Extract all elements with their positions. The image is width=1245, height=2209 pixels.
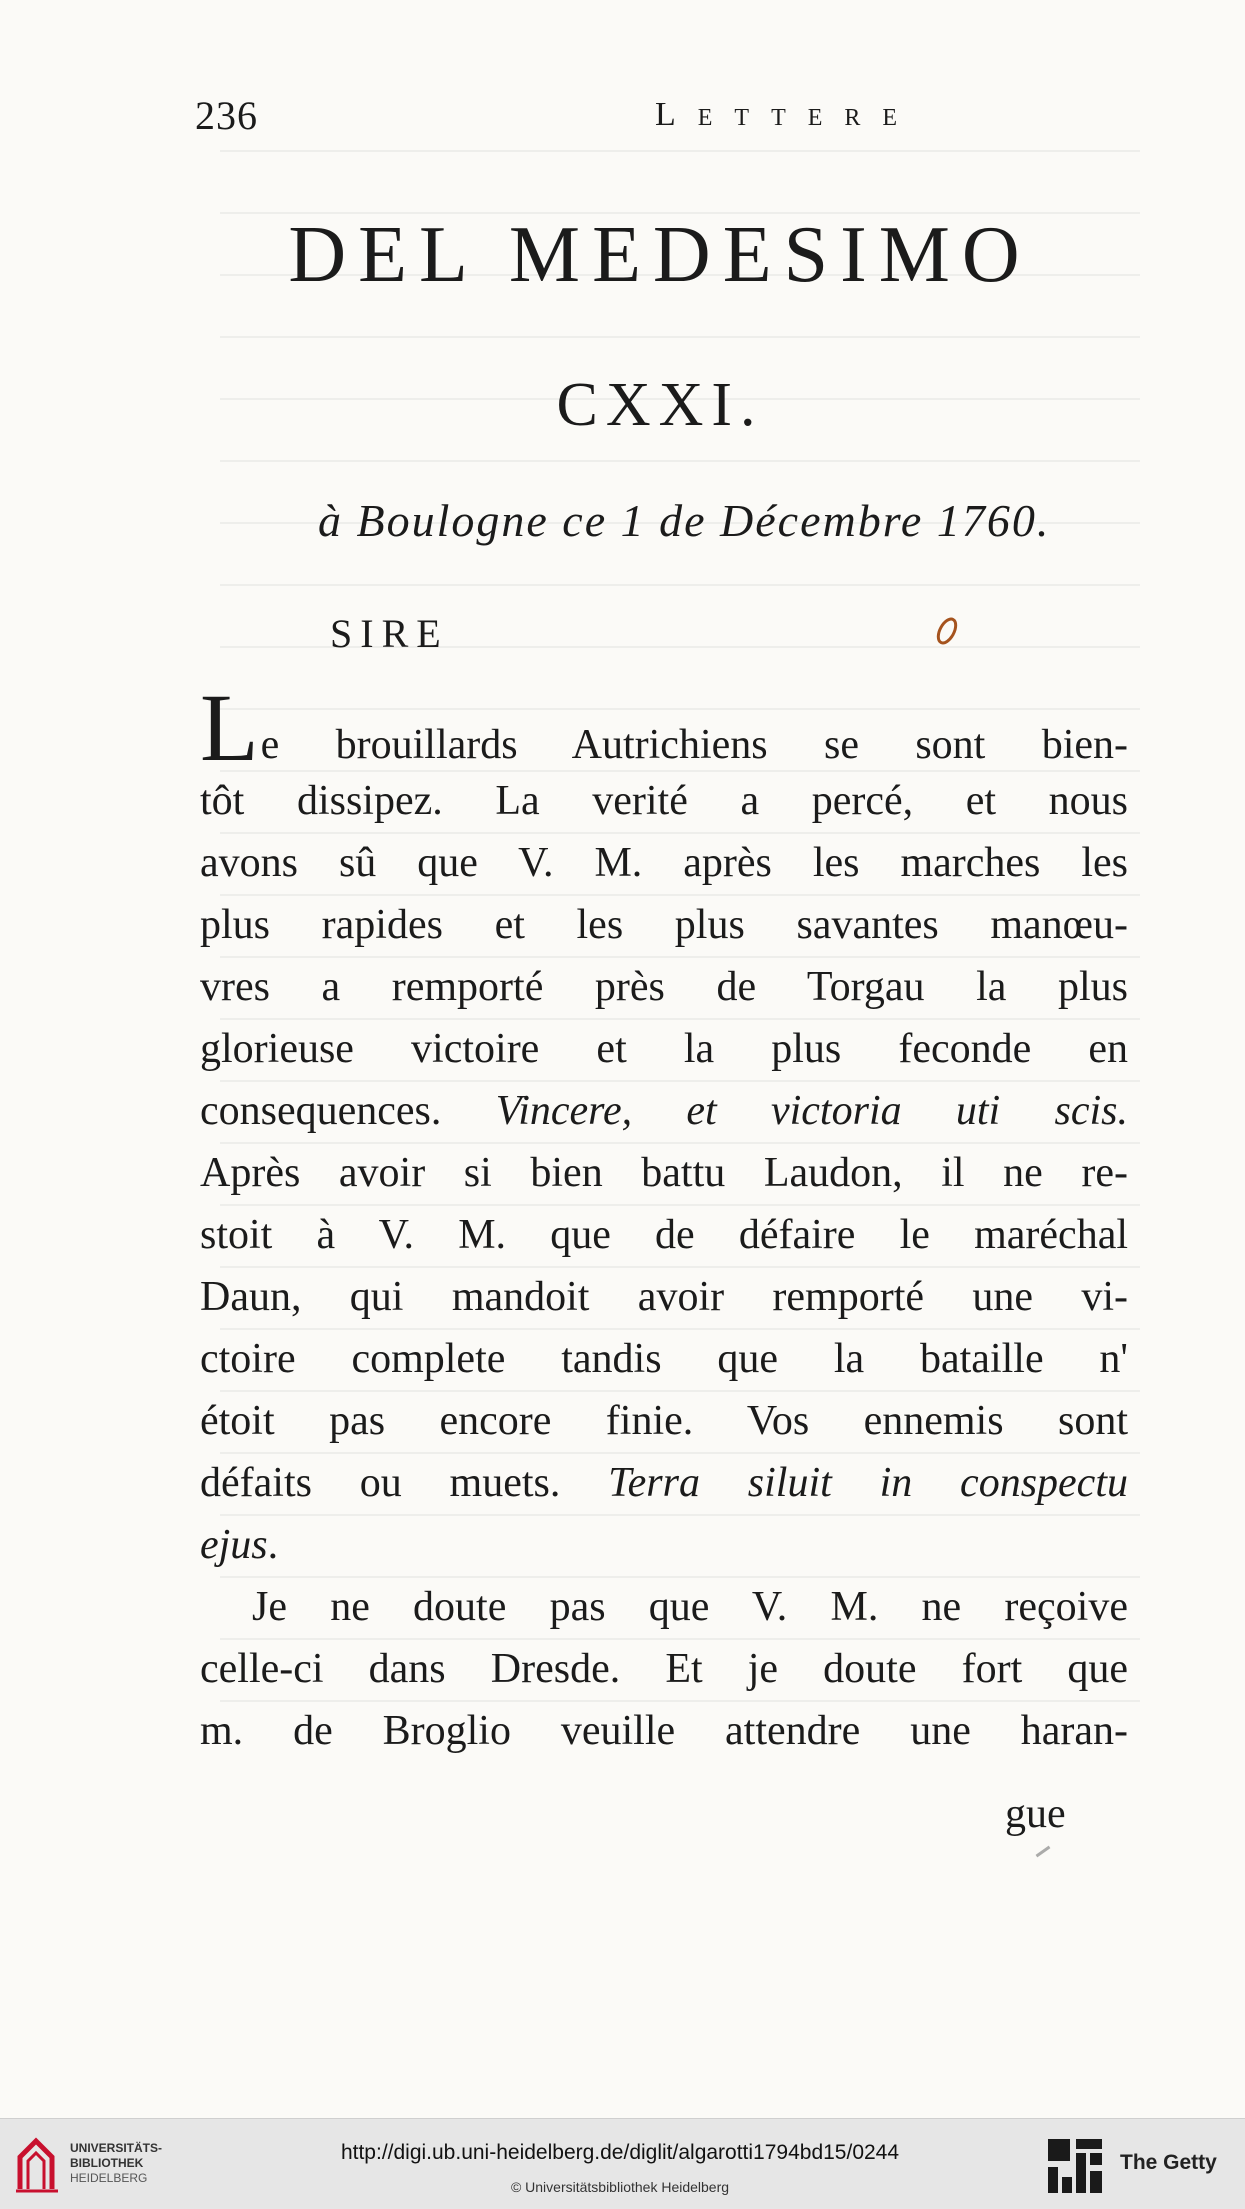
letter-body <box>200 674 1129 1762</box>
drop-cap: L <box>200 674 259 781</box>
library-logo-icon <box>14 2135 60 2195</box>
library-name <box>70 2141 162 2186</box>
copyright-notice: © Universitätsbibliothek Heidelberg <box>510 2179 730 2195</box>
running-title: Lettere <box>655 96 920 133</box>
getty-logo-icon <box>1046 2137 1104 2195</box>
running-head <box>195 92 1125 142</box>
salutation: SIRE <box>330 611 449 656</box>
pencil-mark <box>1036 1846 1051 1858</box>
dateline: à Boulogne ce 1 de Décembre 1760. <box>318 495 1051 546</box>
text-line: étoit pas encore finie. Vos ennemis sont <box>200 1398 1128 1444</box>
text-line: celle-ci dans Dresde. Et je doute fort que <box>200 1646 1128 1692</box>
letter-number: CXXI. <box>556 371 764 439</box>
text-line: Je ne doute pas que V. M. ne reçoive <box>252 1584 1128 1630</box>
text-line: m. de Broglio veuille attendre une haran- <box>200 1708 1128 1754</box>
text-span: consequences. <box>200 1088 496 1134</box>
text-line <box>200 1080 1128 1142</box>
library-name-line: HEIDELBERG <box>70 2171 148 2185</box>
text-line <box>200 674 1128 781</box>
text-span: . <box>267 1522 279 1568</box>
section-heading: DEL MEDESIMO <box>288 211 1032 299</box>
page-number: 236 <box>195 93 258 138</box>
library-name-line: BIBLIOTHEK <box>70 2156 144 2170</box>
text-line: plus rapides et les plus savantes manœu- <box>200 902 1128 948</box>
latin-quote: Vincere, et victoria uti scis. <box>495 1088 1129 1134</box>
text-line: Après avoir si bien battu Laudon, il ne re- <box>200 1150 1128 1196</box>
catchword: gue <box>1005 1791 1066 1837</box>
text-line: tôt dissipez. La verité a percé, et nous <box>200 778 1128 824</box>
text-line: Daun, qui mandoit avoir remporté une vi- <box>200 1274 1128 1320</box>
latin-quote: Terra siluit in conspectu <box>608 1460 1128 1506</box>
text-line <box>200 1514 1128 1576</box>
text-line: avons sû que V. M. après les marches les <box>200 840 1128 886</box>
permalink-url[interactable]: http://digi.ub.uni-heidelberg.de/diglit/algarotti1794bd15/0244 <box>340 2141 900 2164</box>
latin-quote: ejus <box>200 1522 268 1568</box>
viewer-footer <box>0 2118 1245 2209</box>
text-line: glorieuse victoire et la plus feconde en <box>200 1026 1128 1072</box>
text-span: e brouillards Autrichiens se sont bien- <box>260 722 1128 768</box>
text-line: vres a remporté près de Torgau la plus <box>200 964 1128 1010</box>
text-line: stoit à V. M. que de défaire le maréchal <box>200 1212 1128 1258</box>
text-span: défaits ou muets. <box>200 1460 609 1506</box>
text-line <box>200 1452 1128 1514</box>
text-line: ctoire complete tandis que la bataille n' <box>200 1336 1128 1382</box>
library-name-line: UNIVERSITÄTS- <box>70 2141 163 2155</box>
partner-name: The Getty <box>1120 2151 1217 2174</box>
